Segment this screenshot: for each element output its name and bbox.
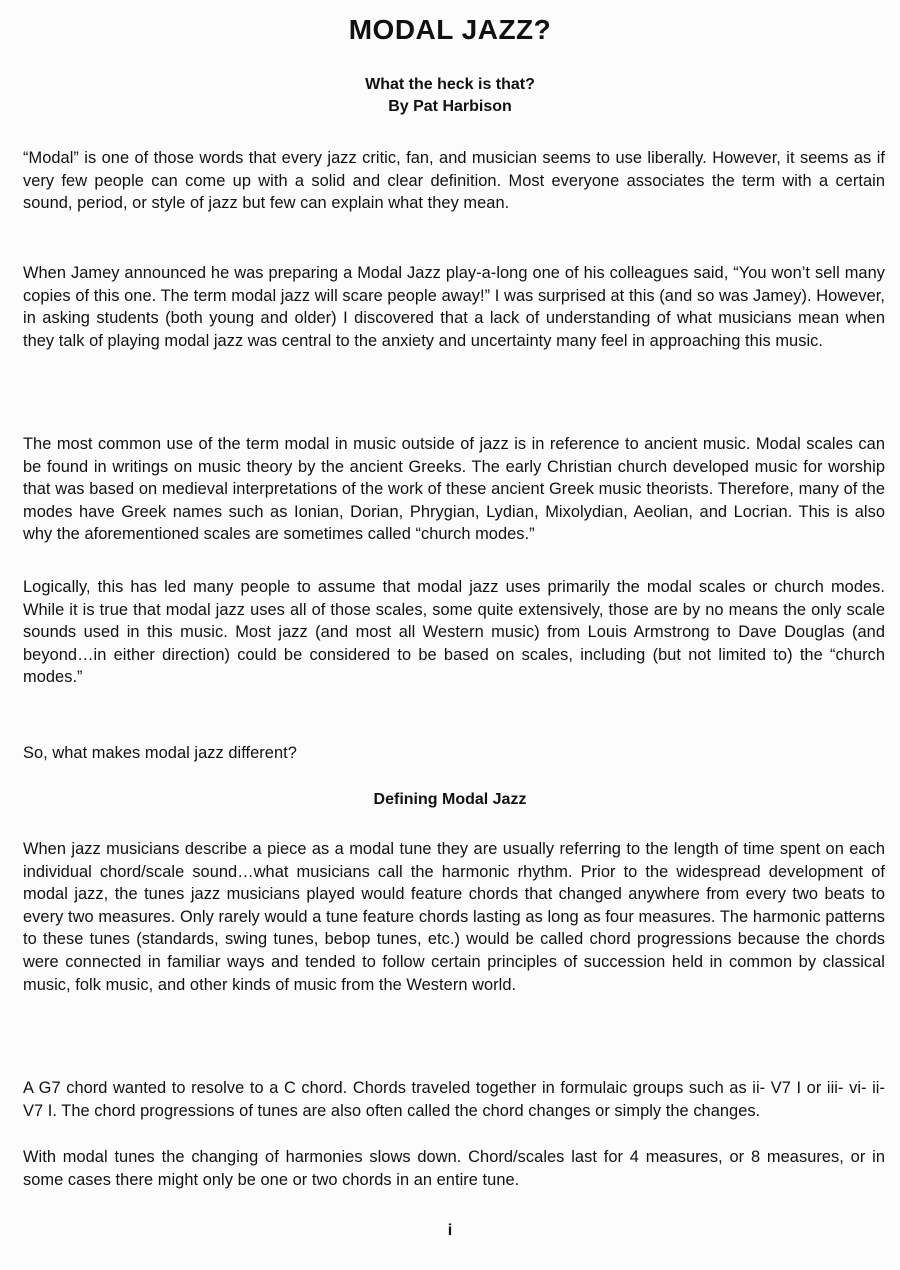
paragraph-question: So, what makes modal jazz different? bbox=[23, 744, 297, 762]
document-title: MODAL JAZZ? bbox=[348, 14, 552, 45]
paragraph-harmonic-rhythm: When jazz musicians describe a piece as a modal tune they are usually referring to the length of time spent on each individual chord/scale sound…what musicians call the harmonic rhythm. Prior to the widespread development of modal jazz, the tunes jazz musicians played would feature chords that changed anywhere from every two beats to every two measures. Only rarely would a tune feature chords lasting as long as four measures. The harmonic patterns to these tunes (standards, swing tunes, bebop tunes, etc.) would be called chord progressions because the chords were connected in familiar ways and tended to follow certain principles of succession held in common by classical music, folk music, and other kinds of music from the Western world. bbox=[23, 840, 885, 994]
section-heading: Defining Modal Jazz bbox=[373, 791, 527, 808]
paragraph-ancient-music: The most common use of the term modal in music outside of jazz is in reference to ancient music. Modal scales can be found in writings on music theory by the ancient Greeks. The early Christian church developed music for worship that was based on medieval interpretations of the work of these ancient Greek music theorists. Therefore, many of the modes have Greek names such as Ionian, Dorian, Phrygian, Lydian, Mixolydian, Aeolian, and Locrian. This is also why the aforementioned scales are sometimes called “church modes.” bbox=[23, 435, 885, 544]
author-byline: By Pat Harbison bbox=[388, 98, 512, 115]
paragraph-modal-tunes: With modal tunes the changing of harmonies slows down. Chord/scales last for 4 measures, or 8 measures, or in some cases there might only be one or two chords in an entire tune. bbox=[23, 1148, 885, 1189]
paragraph-jamey-announcement: When Jamey announced he was preparing a Modal Jazz play-a-long one of his colleagues said, “You won’t sell many copies of this one. The term modal jazz will scare people away!” I was surprised at this (and so was Jamey). However, in asking students (both young and older) I discovered that a lack of understanding of what musicians mean when they talk of playing modal jazz was central to the anxiety and uncertainty many feel in approaching this music. bbox=[23, 264, 885, 350]
paragraph-church-modes: Logically, this has led many people to assume that modal jazz uses primarily the modal scales or church modes. While it is true that modal jazz uses all of those scales, some quite extensively, those are by no means the only scale sounds used in this music. Most jazz (and most all Western music) from Louis Armstrong to Dave Douglas (and beyond…in either direction) could be considered to be based on scales, including (but not limited to) the “church modes.” bbox=[23, 578, 885, 687]
page-number: i bbox=[447, 1222, 453, 1239]
document-subtitle: What the heck is that? bbox=[365, 76, 535, 93]
paragraph-chord-changes: A G7 chord wanted to resolve to a C chord. Chords traveled together in formulaic groups such as ii- V7 I or iii- vi- ii- V7 I. The chord progressions of tunes are also often called the chord changes or simply the changes. bbox=[23, 1079, 885, 1120]
paragraph-modal-definition: “Modal” is one of those words that every jazz critic, fan, and musician seems to use liberally. However, it seems as if very few people can come up with a solid and clear definition. Most everyone associates the term with a certain sound, period, or style of jazz but few can explain what they mean. bbox=[23, 149, 885, 213]
